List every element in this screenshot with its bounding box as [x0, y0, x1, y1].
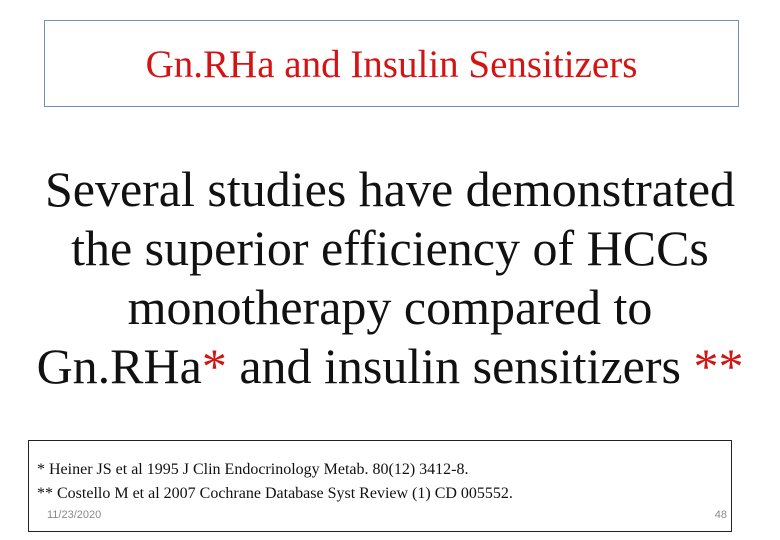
slide-page-number: 48 — [714, 509, 727, 521]
body-line-2: the superior efficiency of HCCs — [71, 220, 709, 276]
references-box — [28, 440, 732, 532]
reference-2: ** Costello M et al 2007 Cochrane Database Syst Review (1) CD 005552. — [37, 485, 513, 502]
body-line-4-middle: and insulin sensitizers — [226, 338, 694, 394]
slide-body — [0, 160, 780, 396]
body-line-4-gnrha: Gn.RHa — [36, 338, 202, 394]
body-line-1: Several studies have demonstrated — [44, 161, 736, 217]
slide-title: Gn.RHa and Insulin Sensitizers — [145, 43, 638, 86]
title-box — [44, 20, 739, 107]
reference-1: * Heiner JS et al 1995 J Clin Endocrinology Metab. 80(12) 3412-8. — [37, 461, 469, 478]
footnote-marker-2: ** — [693, 338, 744, 394]
body-line-4 — [0, 337, 780, 396]
body-line-3: monotherapy compared to — [127, 279, 653, 335]
slide-date: 11/23/2020 — [47, 509, 102, 521]
footnote-marker-1: * — [201, 338, 227, 394]
